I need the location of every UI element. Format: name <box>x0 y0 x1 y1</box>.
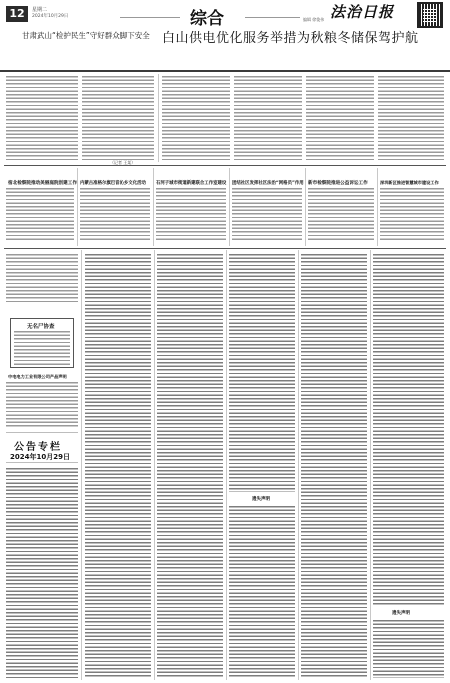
article-title-6: 深圳新区推进智慧城市建设工作 <box>380 180 439 185</box>
article-title-5: 新市检察院推进公益诉讼工作 <box>308 181 368 186</box>
divider <box>377 168 378 246</box>
article-title-2: 内蒙古准格尔旗巴音沁乡文化活动 <box>80 181 146 186</box>
section-rule <box>4 248 446 249</box>
divider <box>305 168 306 246</box>
divider <box>154 250 155 680</box>
classified-col-1 <box>85 254 151 678</box>
main-story-col1 <box>162 76 230 162</box>
boxed-notice <box>10 318 74 368</box>
boxed-notice-body <box>14 331 70 365</box>
story-left-col2 <box>82 76 154 160</box>
classified-col-3-top <box>229 254 295 492</box>
byline: （记者 王某） <box>110 160 136 165</box>
lost-notice-heading-bottom: 遗失声明 <box>392 611 410 616</box>
edition-day: 星期二 <box>32 7 48 13</box>
article-title-1: 宿北检察院推动美丽庭院创建工作 <box>8 181 77 186</box>
main-story-col4 <box>378 76 444 162</box>
divider <box>158 74 159 162</box>
section-title: 综合 <box>190 9 224 29</box>
article-body-5 <box>308 188 374 240</box>
article-title-4: 团结社区发挥社区法治“网格员”作用 <box>232 181 304 186</box>
editor-line: 编辑 徐俊伟 <box>303 17 325 22</box>
main-story-col3 <box>306 76 374 162</box>
article-body-2 <box>80 188 150 240</box>
story-left-col1 <box>6 76 78 160</box>
sidebar-text-1 <box>6 254 78 304</box>
section-rule <box>4 165 446 166</box>
divider <box>6 432 78 433</box>
classified-col-5-top <box>373 254 444 606</box>
divider <box>81 250 82 680</box>
sidebar-text-2 <box>6 382 78 428</box>
boxed-notice-title: 无名尸协查 <box>27 324 55 330</box>
divider <box>153 168 154 246</box>
article-body-3 <box>156 188 226 240</box>
page-number: 12 <box>6 6 28 22</box>
headline-main: 白山供电优化服务举措为秋粮冬储保驾护航 <box>162 31 419 46</box>
masthead-logo: 法治日报 <box>330 3 395 21</box>
sidebar-block-title: 中电电力工业有限公司产品声明 <box>8 374 67 379</box>
divider <box>229 168 230 246</box>
page-header <box>0 0 450 72</box>
divider <box>6 462 78 463</box>
article-body-4 <box>232 188 302 240</box>
classified-col-5-bottom <box>373 620 444 678</box>
main-story-col2 <box>234 76 302 162</box>
article-body-1 <box>6 188 74 240</box>
header-rule-left <box>120 17 180 18</box>
sidebar-notices-list <box>6 468 78 678</box>
divider <box>298 250 299 680</box>
divider <box>226 250 227 680</box>
classified-col-2 <box>157 254 223 678</box>
divider <box>370 250 371 680</box>
edition-date: 2024年10月29日 <box>32 14 69 19</box>
header-rule-right <box>245 17 300 18</box>
lost-notice-heading-center: 遗失声明 <box>252 497 270 502</box>
divider <box>77 168 78 246</box>
qr-code-icon <box>417 2 443 28</box>
notice-column-date: 2024年10月29日 <box>10 453 70 461</box>
classified-col-4 <box>301 254 367 678</box>
article-title-3: 石河子城市街道新建联合工作室建设 <box>156 181 227 186</box>
classified-col-3-bottom <box>229 506 295 678</box>
notice-column-title: 公告专栏 <box>14 442 62 453</box>
headline-left: 甘肃武山“检护民生”守好群众脚下安全 <box>22 31 150 40</box>
article-body-6 <box>380 188 444 240</box>
